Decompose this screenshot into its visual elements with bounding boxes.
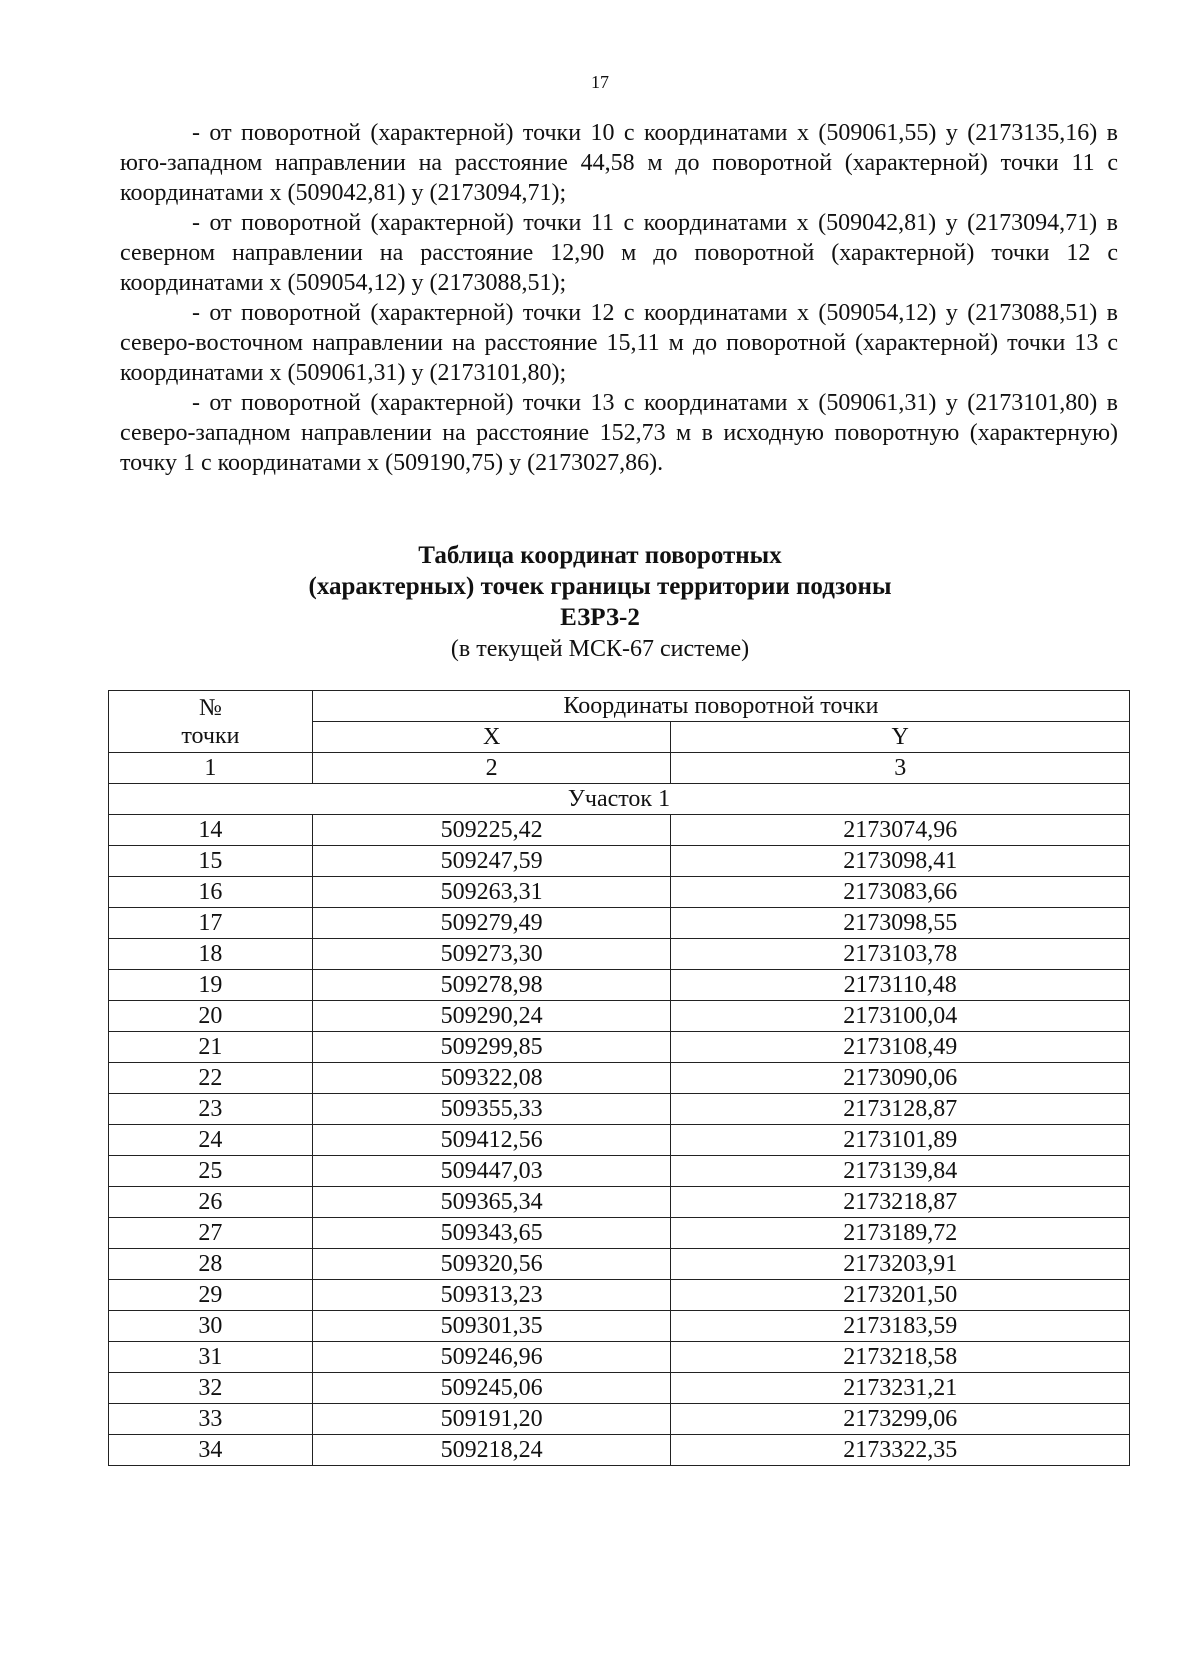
section-title: Участок 1 xyxy=(109,784,1130,815)
boundary-segment-paragraph: - от поворотной (характерной) точки 11 с координатами x (509042,81) y (2173094,71) в северном направлении на расстояние 12,90 м до поворотной (характерной) точки 12 с координатами x (509054,12) y (2173088,51); xyxy=(120,210,1118,296)
x-coordinate: 509365,34 xyxy=(312,1187,671,1218)
point-number: 32 xyxy=(109,1373,313,1404)
coordinates-table xyxy=(108,690,1130,1466)
y-coordinate: 2173098,41 xyxy=(671,846,1130,877)
point-number: 28 xyxy=(109,1249,313,1280)
x-coordinate: 509290,24 xyxy=(312,1001,671,1032)
header-y: Y xyxy=(671,722,1130,753)
x-coordinate: 509191,20 xyxy=(312,1404,671,1435)
y-coordinate: 2173201,50 xyxy=(671,1280,1130,1311)
point-number: 21 xyxy=(109,1032,313,1063)
y-coordinate: 2173189,72 xyxy=(671,1218,1130,1249)
y-coordinate: 2173074,96 xyxy=(671,815,1130,846)
x-coordinate: 509246,96 xyxy=(312,1342,671,1373)
table-row xyxy=(109,1311,1130,1342)
header-point-number-label: точки xyxy=(181,722,240,749)
table-row xyxy=(109,1342,1130,1373)
table-row xyxy=(109,1373,1130,1404)
point-number: 33 xyxy=(109,1404,313,1435)
table-title-zone-code: ЕЗРЗ-2 xyxy=(560,604,640,631)
y-coordinate: 2173183,59 xyxy=(671,1311,1130,1342)
point-number: 24 xyxy=(109,1125,313,1156)
table-row xyxy=(109,1249,1130,1280)
point-number: 14 xyxy=(109,815,313,846)
header-x: X xyxy=(312,722,671,753)
table-row xyxy=(109,1032,1130,1063)
point-number: 26 xyxy=(109,1187,313,1218)
boundary-segment-paragraph: - от поворотной (характерной) точки 12 с координатами x (509054,12) y (2173088,51) в северо-восточном направлении на расстояние 15,11 м до поворотной (характерной) точки 13 с координатами x (509061,31) y (2173101,80); xyxy=(120,300,1118,386)
x-coordinate: 509279,49 xyxy=(312,908,671,939)
y-coordinate: 2173100,04 xyxy=(671,1001,1130,1032)
y-coordinate: 2173101,89 xyxy=(671,1125,1130,1156)
x-coordinate: 509278,98 xyxy=(312,970,671,1001)
point-number: 29 xyxy=(109,1280,313,1311)
y-coordinate: 2173218,87 xyxy=(671,1187,1130,1218)
y-coordinate: 2173110,48 xyxy=(671,970,1130,1001)
point-number: 17 xyxy=(109,908,313,939)
x-coordinate: 509299,85 xyxy=(312,1032,671,1063)
point-number: 34 xyxy=(109,1435,313,1466)
section-row xyxy=(109,784,1130,815)
x-coordinate: 509320,56 xyxy=(312,1249,671,1280)
x-coordinate: 509313,23 xyxy=(312,1280,671,1311)
column-number: 3 xyxy=(671,753,1130,784)
x-coordinate: 509273,30 xyxy=(312,939,671,970)
table-title-line-2: (характерных) точек границы территории подзоны xyxy=(308,573,892,600)
column-number-row xyxy=(109,753,1130,784)
y-coordinate: 2173231,21 xyxy=(671,1373,1130,1404)
x-coordinate: 509343,65 xyxy=(312,1218,671,1249)
table-row xyxy=(109,1435,1130,1466)
y-coordinate: 2173299,06 xyxy=(671,1404,1130,1435)
y-coordinate: 2173098,55 xyxy=(671,908,1130,939)
table-heading xyxy=(0,540,1200,665)
column-number: 2 xyxy=(312,753,671,784)
x-coordinate: 509447,03 xyxy=(312,1156,671,1187)
x-coordinate: 509225,42 xyxy=(312,815,671,846)
header-point-number xyxy=(109,691,313,753)
point-number: 31 xyxy=(109,1342,313,1373)
x-coordinate: 509218,24 xyxy=(312,1435,671,1466)
x-coordinate: 509263,31 xyxy=(312,877,671,908)
x-coordinate: 509355,33 xyxy=(312,1094,671,1125)
table-row xyxy=(109,1187,1130,1218)
table-row xyxy=(109,1063,1130,1094)
x-coordinate: 509301,35 xyxy=(312,1311,671,1342)
y-coordinate: 2173090,06 xyxy=(671,1063,1130,1094)
x-coordinate: 509322,08 xyxy=(312,1063,671,1094)
y-coordinate: 2173083,66 xyxy=(671,877,1130,908)
table-header-row xyxy=(109,691,1130,722)
column-number: 1 xyxy=(109,753,313,784)
y-coordinate: 2173218,58 xyxy=(671,1342,1130,1373)
table-row xyxy=(109,1404,1130,1435)
header-point-number-symbol: № xyxy=(198,694,222,721)
table-row xyxy=(109,846,1130,877)
page-number: 17 xyxy=(591,72,609,92)
table-row xyxy=(109,877,1130,908)
table-row xyxy=(109,939,1130,970)
table-row xyxy=(109,1218,1130,1249)
header-coordinates: Координаты поворотной точки xyxy=(312,691,1129,722)
point-number: 20 xyxy=(109,1001,313,1032)
x-coordinate: 509412,56 xyxy=(312,1125,671,1156)
boundary-description xyxy=(120,118,1118,478)
point-number: 22 xyxy=(109,1063,313,1094)
point-number: 25 xyxy=(109,1156,313,1187)
table-subtitle: (в текущей МСК-67 системе) xyxy=(450,636,750,662)
boundary-segment-paragraph: - от поворотной (характерной) точки 13 с координатами x (509061,31) y (2173101,80) в северо-западном направлении на расстояние 152,73 м в исходную поворотную (характерную) точку 1 с координатами x (509190,75) y (2173027,86). xyxy=(120,390,1118,476)
table-row xyxy=(109,970,1130,1001)
point-number: 15 xyxy=(109,846,313,877)
y-coordinate: 2173108,49 xyxy=(671,1032,1130,1063)
point-number: 23 xyxy=(109,1094,313,1125)
table-row xyxy=(109,1125,1130,1156)
y-coordinate: 2173203,91 xyxy=(671,1249,1130,1280)
y-coordinate: 2173128,87 xyxy=(671,1094,1130,1125)
table-row xyxy=(109,1156,1130,1187)
table-row xyxy=(109,1280,1130,1311)
table-title-line-1: Таблица координат поворотных xyxy=(418,542,782,569)
point-number: 30 xyxy=(109,1311,313,1342)
y-coordinate: 2173103,78 xyxy=(671,939,1130,970)
table-row xyxy=(109,1094,1130,1125)
point-number: 19 xyxy=(109,970,313,1001)
table-row xyxy=(109,1001,1130,1032)
table-row xyxy=(109,908,1130,939)
point-number: 16 xyxy=(109,877,313,908)
x-coordinate: 509247,59 xyxy=(312,846,671,877)
y-coordinate: 2173322,35 xyxy=(671,1435,1130,1466)
x-coordinate: 509245,06 xyxy=(312,1373,671,1404)
y-coordinate: 2173139,84 xyxy=(671,1156,1130,1187)
boundary-segment-paragraph: - от поворотной (характерной) точки 10 с координатами x (509061,55) y (2173135,16) в юго-западном направлении на расстояние 44,58 м до поворотной (характерной) точки 11 с координатами x (509042,81) y (2173094,71); xyxy=(120,120,1118,206)
table-row xyxy=(109,815,1130,846)
point-number: 18 xyxy=(109,939,313,970)
point-number: 27 xyxy=(109,1218,313,1249)
